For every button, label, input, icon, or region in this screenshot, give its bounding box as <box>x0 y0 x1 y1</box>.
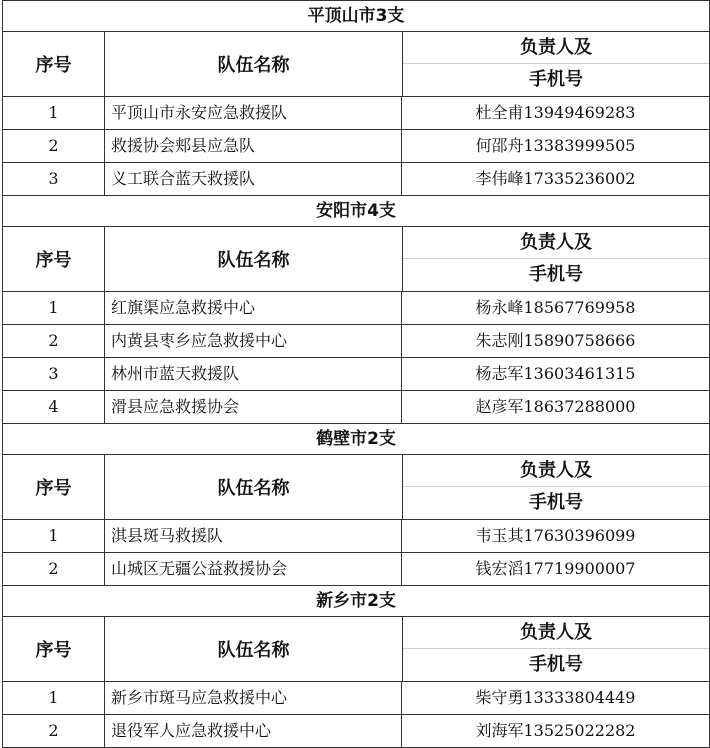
table-row <box>3 97 709 130</box>
table-row <box>3 391 709 424</box>
row-leader: 赵彦军18637288000 <box>475 397 636 416</box>
header-leader <box>403 227 709 291</box>
header-row <box>3 617 709 682</box>
row-leader: 杨永峰18567769958 <box>475 298 636 317</box>
row-leader: 钱宏滔17719900007 <box>475 559 636 578</box>
section-title: 新乡市2支 <box>3 586 709 617</box>
section-pingdingshan <box>3 1 709 196</box>
section-title: 安阳市4支 <box>3 196 709 227</box>
header-leader-line1: 负责人及 <box>403 617 709 649</box>
row-leader: 何邵舟13383999505 <box>475 136 636 155</box>
section-hebi <box>3 424 709 586</box>
row-team-name: 林州市蓝天救援队 <box>105 358 402 390</box>
table-row <box>3 520 709 553</box>
row-leader: 李伟峰17335236002 <box>475 169 636 188</box>
header-row <box>3 32 709 97</box>
section-xinxiang <box>3 586 709 748</box>
row-team-name: 内黄县枣乡应急救援中心 <box>105 325 402 357</box>
header-leader-line2: 手机号 <box>529 69 583 90</box>
header-no: 序号 <box>3 227 105 291</box>
section-anyang <box>3 196 709 424</box>
table-row <box>3 682 709 715</box>
row-leader: 刘海军13525022282 <box>475 721 636 740</box>
row-no: 2 <box>3 325 105 357</box>
row-leader: 杜全甫13949469283 <box>475 103 636 122</box>
rescue-team-table <box>2 0 710 748</box>
table-row <box>3 292 709 325</box>
header-no: 序号 <box>3 617 105 681</box>
row-team-name: 山城区无疆公益救援协会 <box>105 553 402 585</box>
header-no: 序号 <box>3 455 105 519</box>
row-no: 3 <box>3 358 105 390</box>
row-no: 1 <box>3 292 105 324</box>
row-team-name: 退役军人应急救援中心 <box>105 715 402 747</box>
table-row <box>3 325 709 358</box>
row-leader: 韦玉其17630396099 <box>475 526 636 545</box>
table-row <box>3 130 709 163</box>
header-no: 序号 <box>3 32 105 96</box>
row-leader: 朱志刚15890758666 <box>475 331 636 350</box>
row-no: 1 <box>3 97 105 129</box>
header-team-name: 队伍名称 <box>105 32 403 96</box>
header-leader-line1: 负责人及 <box>403 32 709 64</box>
header-leader-line2: 手机号 <box>529 654 583 675</box>
header-leader-line2: 手机号 <box>529 264 583 285</box>
header-leader-line1: 负责人及 <box>403 227 709 259</box>
row-team-name: 平顶山市永安应急救援队 <box>105 97 402 129</box>
header-leader <box>403 32 709 96</box>
row-team-name: 义工联合蓝天救援队 <box>105 163 402 195</box>
row-team-name: 救援协会郏县应急队 <box>105 130 402 162</box>
row-team-name: 红旗渠应急救援中心 <box>105 292 402 324</box>
row-no: 2 <box>3 553 105 585</box>
row-no: 1 <box>3 682 105 714</box>
header-leader <box>403 455 709 519</box>
table-row <box>3 715 709 748</box>
row-no: 3 <box>3 163 105 195</box>
table-row <box>3 553 709 586</box>
header-row <box>3 227 709 292</box>
row-team-name: 淇县斑马救援队 <box>105 520 402 552</box>
row-leader: 杨志军13603461315 <box>475 364 636 383</box>
table-row <box>3 358 709 391</box>
row-no: 1 <box>3 520 105 552</box>
row-team-name: 新乡市斑马应急救援中心 <box>105 682 402 714</box>
row-team-name: 滑县应急救援协会 <box>105 391 402 423</box>
header-team-name: 队伍名称 <box>105 227 403 291</box>
row-leader: 柴守勇13333804449 <box>475 688 636 707</box>
row-no: 2 <box>3 715 105 747</box>
row-no: 2 <box>3 130 105 162</box>
header-leader-line1: 负责人及 <box>403 455 709 487</box>
header-team-name: 队伍名称 <box>105 455 403 519</box>
header-leader-line2: 手机号 <box>529 492 583 513</box>
header-row <box>3 455 709 520</box>
section-title: 平顶山市3支 <box>3 1 709 32</box>
section-title: 鹤壁市2支 <box>3 424 709 455</box>
table-row <box>3 163 709 196</box>
row-no: 4 <box>3 391 105 423</box>
header-team-name: 队伍名称 <box>105 617 403 681</box>
header-leader <box>403 617 709 681</box>
